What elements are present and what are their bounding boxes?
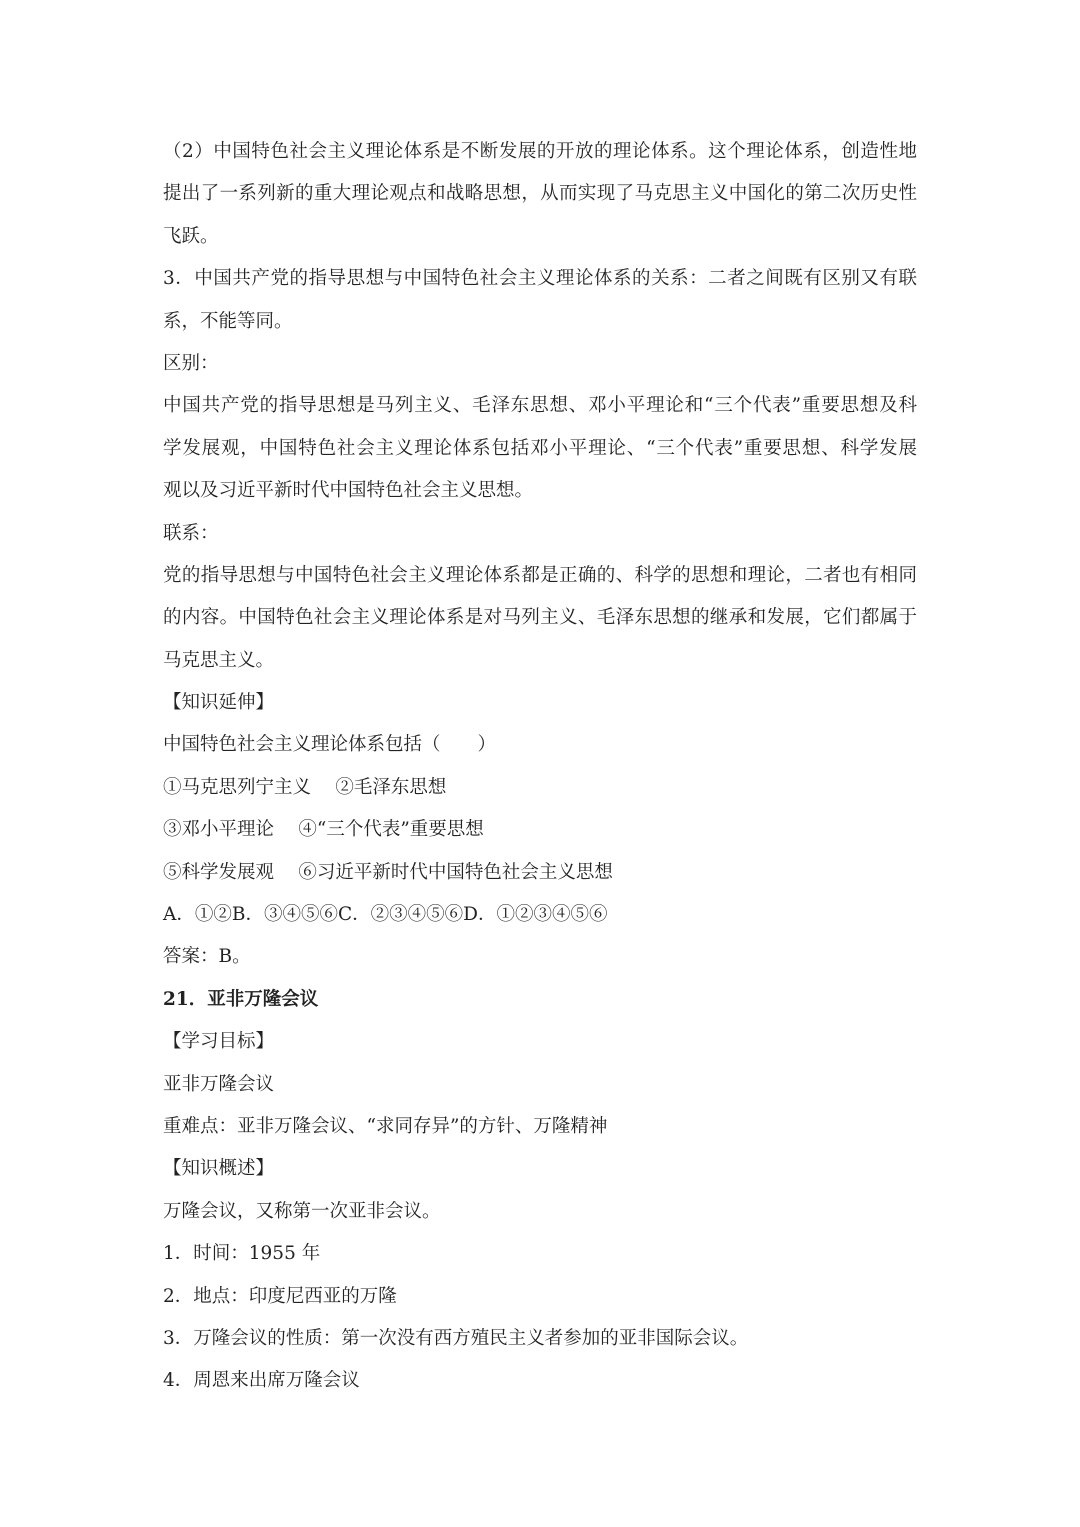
text-line: 党的指导思想与中国特色社会主义理论体系都是正确的、科学的思想和理论，二者也有相同 bbox=[163, 564, 917, 586]
text-line: 【知识延伸】 bbox=[163, 692, 275, 714]
text-line: 飞跃。 bbox=[163, 225, 219, 247]
text-line: 亚非万隆会议 bbox=[163, 1073, 275, 1095]
text-line: 3．中国共产党的指导思想与中国特色社会主义理论体系的关系：二者之间既有区别又有联 bbox=[163, 268, 917, 290]
text-line: 的内容。中国特色社会主义理论体系是对马列主义、毛泽东思想的继承和发展，它们都属于 bbox=[163, 607, 917, 629]
text-line: 提出了一系列新的重大理论观点和战略思想，从而实现了马克思主义中国化的第二次历史性 bbox=[163, 183, 917, 205]
text-line: 联系： bbox=[163, 522, 219, 544]
text-line: 区别： bbox=[163, 352, 219, 374]
text-line: ③邓小平理论 ④“三个代表”重要思想 bbox=[163, 819, 484, 841]
text-line: 系，不能等同。 bbox=[163, 310, 293, 332]
text-line: A．①②B．③④⑤⑥C．②③④⑤⑥D．①②③④⑤⑥ bbox=[163, 904, 608, 926]
text-line: ⑤科学发展观 ⑥习近平新时代中国特色社会主义思想 bbox=[163, 861, 613, 883]
text-line: 学发展观，中国特色社会主义理论体系包括邓小平理论、“三个代表”重要思想、科学发展 bbox=[163, 437, 917, 459]
text-line: 1．时间：1955 年 bbox=[163, 1243, 321, 1265]
text-line: 中国特色社会主义理论体系包括（ ） bbox=[163, 734, 497, 756]
document-body bbox=[163, 138, 917, 1410]
text-line: 【学习目标】 bbox=[163, 1031, 275, 1053]
text-line: 3．万隆会议的性质：第一次没有西方殖民主义者参加的亚非国际会议。 bbox=[163, 1327, 749, 1349]
text-line: 【知识概述】 bbox=[163, 1158, 275, 1180]
text-line: 2．地点：印度尼西亚的万隆 bbox=[163, 1285, 397, 1307]
text-line: 万隆会议，又称第一次亚非会议。 bbox=[163, 1200, 441, 1222]
text-line: 答案：B。 bbox=[163, 946, 251, 968]
text-line: ①马克思列宁主义 ②毛泽东思想 bbox=[163, 776, 447, 798]
text-line: 马克思主义。 bbox=[163, 649, 275, 671]
section-heading: 21．亚非万隆会议 bbox=[163, 988, 319, 1010]
text-line: 中国共产党的指导思想是马列主义、毛泽东思想、邓小平理论和“三个代表”重要思想及科 bbox=[163, 395, 917, 417]
text-line: 重难点：亚非万隆会议、“求同存异”的方针、万隆精神 bbox=[163, 1115, 608, 1137]
text-line: 4．周恩来出席万隆会议 bbox=[163, 1370, 360, 1392]
text-line: 观以及习近平新时代中国特色社会主义思想。 bbox=[163, 480, 534, 502]
text-line: （2）中国特色社会主义理论体系是不断发展的开放的理论体系。这个理论体系，创造性地 bbox=[163, 141, 917, 162]
